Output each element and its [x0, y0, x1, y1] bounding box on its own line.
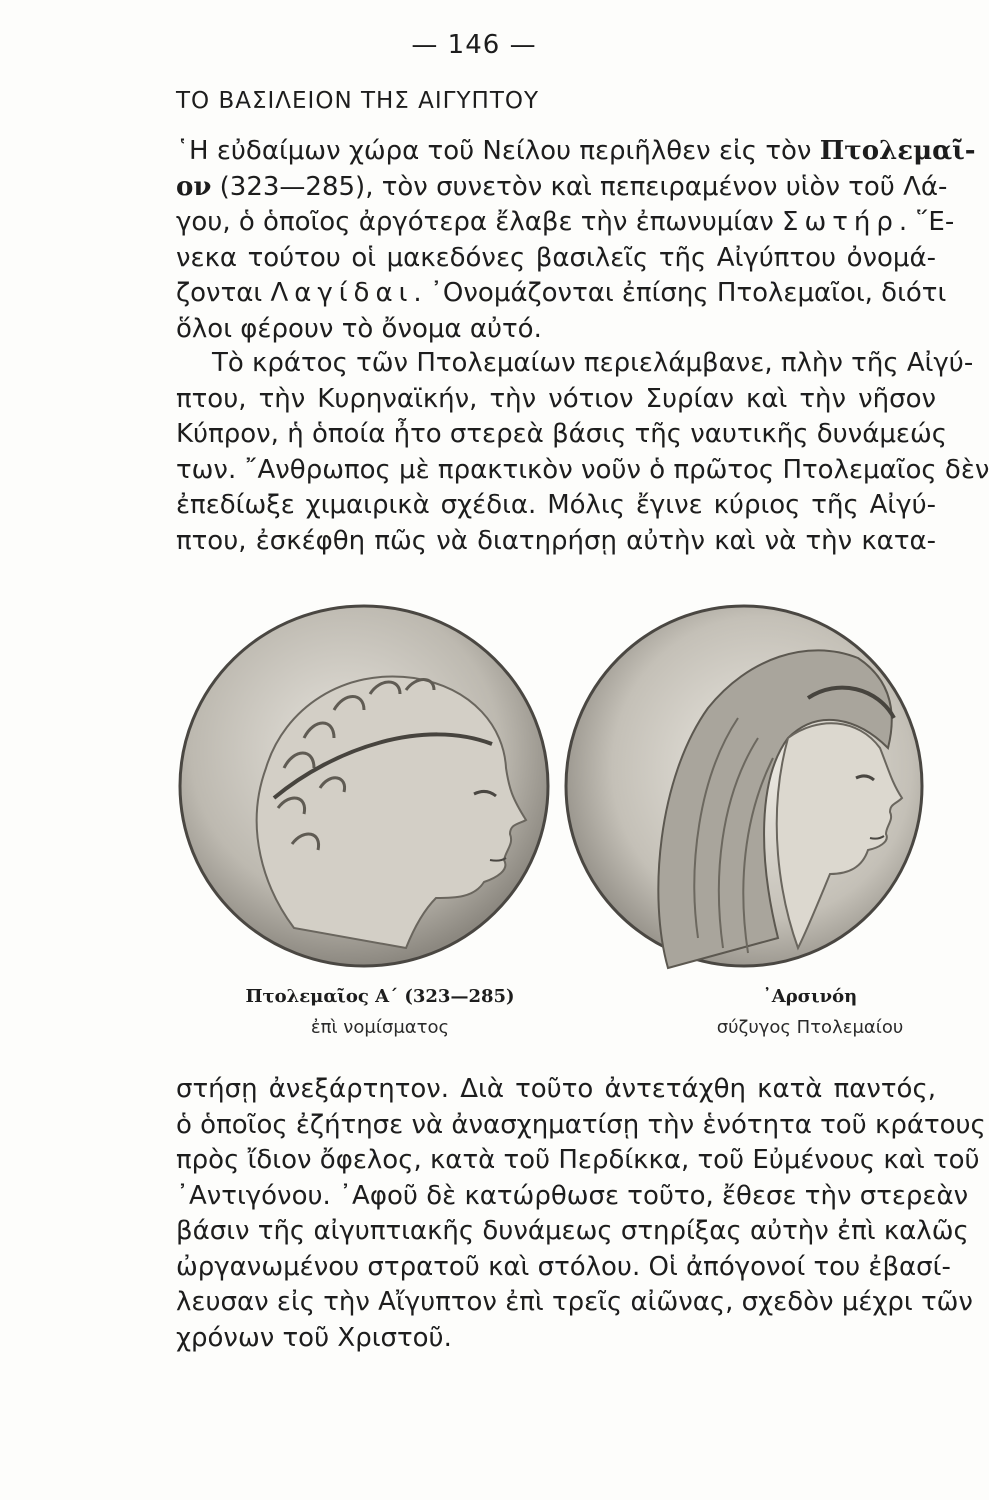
caption-subtitle: ἐπὶ νομίσματος	[310, 1017, 450, 1038]
caption-title: ᾿Αρσινόη	[762, 986, 858, 1007]
text-line: πτου, ἐσκέφθη πῶς νὰ διατηρήσῃ αὐτὴν καὶ νὰ τὴν κατα-	[176, 525, 936, 556]
text-line: Τὸ κράτος τῶν Πτολεμαίων περιελάμβανε, πλὴν τῆς Αἰγύ-	[212, 348, 974, 378]
text-line: χρόνων τοῦ Χριστοῦ.	[176, 1322, 452, 1353]
spaced-epithet: Σωτήρ	[782, 207, 899, 237]
text-run: γου, ὁ ὁποῖος ἀργότερα ἔλαβε τὴν ἐπωνυμίαν	[176, 207, 783, 237]
text-line: ἐπεδίωξε χιμαιρικὰ σχέδια. Μόλις ἔγινε κύριος τῆς Αἰγύ-	[176, 490, 936, 520]
running-title: ΤΟ ΒΑΣΙΛΕΙΟΝ ΤΗΣ ΑΙΓΥΠΤΟΥ	[176, 88, 540, 114]
coin-figure	[168, 598, 938, 980]
text-line	[176, 134, 976, 170]
bold-name: Πτολεμαῖ-	[819, 136, 976, 166]
text-run: (323—285), τὸν συνετὸν καὶ πεπειραμένον υἱὸν τοῦ Λά-	[211, 171, 948, 202]
spaced-dynasty-name: Λαγίδαι	[270, 278, 414, 308]
text-run: ὅλοι φέρουν τὸ ὄνομα αὐτό.	[176, 313, 542, 344]
caption-ptolemy	[220, 986, 540, 1038]
paragraph-ptolemy-policy	[176, 1072, 986, 1356]
text-run: ῾Η εὐδαίμων χώρα τοῦ Νείλου περιῆλθεν εἰς τὸν	[176, 136, 820, 166]
arsinoe-coin-image	[558, 598, 930, 980]
text-line	[176, 205, 955, 241]
text-line	[176, 170, 948, 206]
text-line: ὁ ὁποῖος ἐζήτησε νὰ ἀνασχηματίσῃ τὴν ἑνότητα τοῦ κράτους	[176, 1109, 986, 1140]
text-line: ὠργανωμένου στρατοῦ καὶ στόλου. Οἱ ἀπόγονοί του ἐβασί-	[176, 1251, 951, 1282]
caption-title: Πτολεμαῖος Α΄ (323—285)	[245, 986, 515, 1007]
text-line: βάσιν τῆς αἰγυπτιακῆς δυνάμεως στηρίξας αὐτὴν ἐπὶ καλῶς	[176, 1216, 969, 1246]
text-line	[176, 276, 947, 312]
caption-subtitle: σύζυγος Πτολεμαίου	[716, 1017, 904, 1038]
text-run: . ῞Ε-	[898, 207, 955, 237]
paragraph-ptolemy-intro	[176, 134, 976, 347]
text-line: πρὸς ἴδιον ὄφελος, κατὰ τοῦ Περδίκκα, τοῦ Εὐμένους καὶ τοῦ	[176, 1145, 980, 1175]
text-line: λευσαν εἰς τὴν Αἴγυπτον ἐπὶ τρεῖς αἰῶνας, σχεδὸν μέχρι τῶν	[176, 1287, 973, 1317]
text-run: νεκα τούτου οἱ μακεδόνες βασιλεῖς τῆς Αἰγύπτου ὀνομά-	[176, 242, 936, 273]
text-run: ζονται	[176, 278, 271, 308]
text-line	[176, 312, 936, 348]
text-line: πτου, τὴν Κυρηναϊκήν, τὴν νότιον Συρίαν καὶ τὴν νῆσον	[176, 383, 936, 414]
text-line: Κύπρον, ἡ ὁποία ἦτο στερεὰ βάσις τῆς ναυτικῆς δυνάμεώς	[176, 419, 947, 449]
caption-arsinoe	[690, 986, 930, 1038]
text-run: . ᾿Ονομάζονται ἐπίσης Πτολεμαῖοι, διότι	[413, 278, 947, 308]
bold-name: ον	[176, 171, 212, 202]
text-line: ᾿Αντιγόνου. ᾿Αφοῦ δὲ κατώρθωσε τοῦτο, ἔθεσε τὴν στερεὰν	[176, 1180, 969, 1211]
paragraph-kingdom-extent	[176, 346, 989, 559]
page-number: — 146 —	[411, 30, 537, 60]
text-line: στήσῃ ἀνεξάρτητον. Διὰ τοῦτο ἀντετάχθη κατὰ παντός,	[176, 1074, 936, 1104]
ptolemy-coin-image	[174, 598, 554, 980]
text-line: των. ῎Ανθρωπος μὲ πρακτικὸν νοῦν ὁ πρῶτος Πτολεμαῖος δὲν	[176, 454, 989, 485]
text-line	[176, 241, 936, 277]
